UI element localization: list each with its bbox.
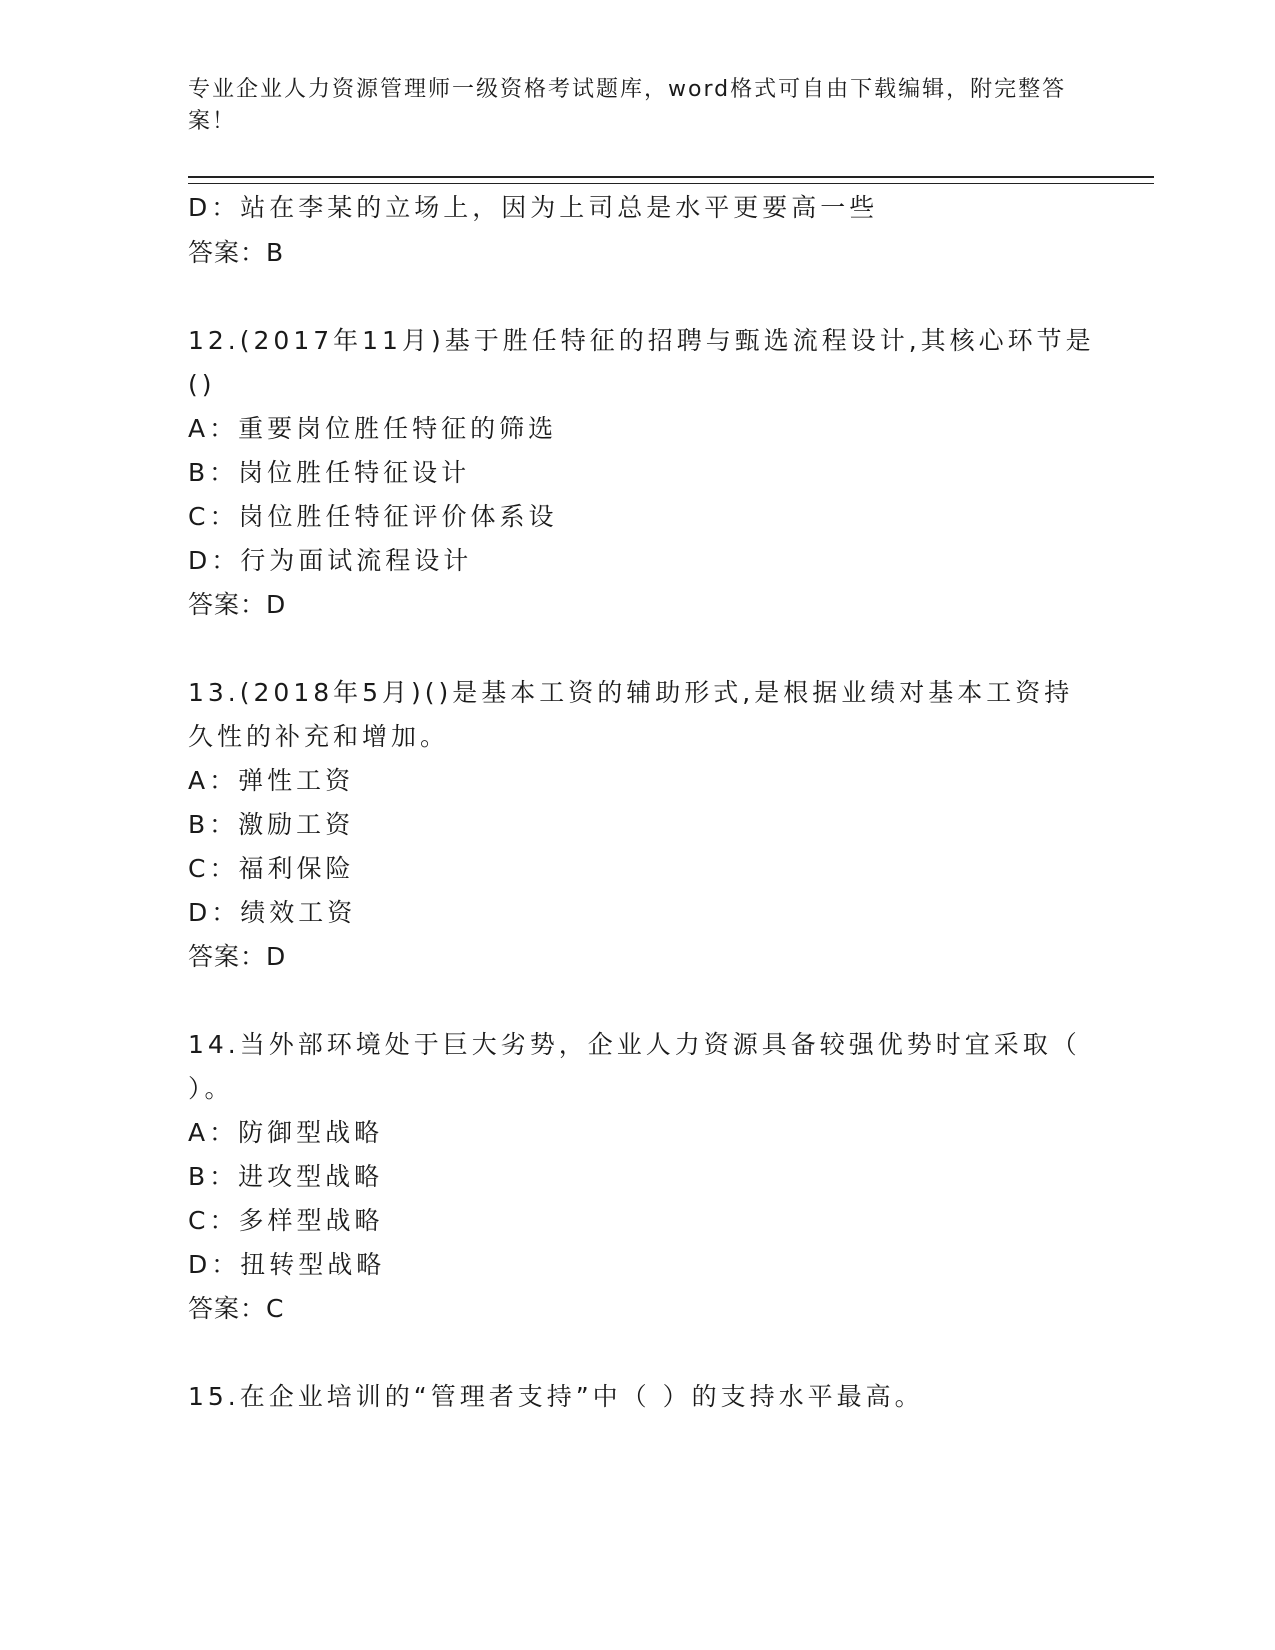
q14-option-a: A：防御型战略 <box>188 1118 384 1147</box>
document-header: 专业企业人力资源管理师一级资格考试题库，word格式可自由下载编辑，附完整答案！ <box>188 77 1067 134</box>
q13-option-d: D：绩效工资 <box>188 898 357 927</box>
q13-answer: 答案：D <box>188 942 287 971</box>
q12-answer: 答案：D <box>188 590 287 619</box>
header-rule-top <box>188 176 1154 178</box>
q15-stem-line-1: 15.在企业培训的“管理者支持”中（ ）的支持水平最高。 <box>188 1382 924 1411</box>
q13-stem-line-1: 13.(2018年5月)()是基本工资的辅助形式,是根据业绩对基本工资持 <box>188 678 1074 707</box>
header-rule-bottom <box>188 183 1154 184</box>
q14-answer: 答案：C <box>188 1294 285 1323</box>
q12-option-c: C：岗位胜任特征评价体系设 <box>188 502 558 531</box>
q12-stem-line-1: 12.(2017年11月)基于胜任特征的招聘与甄选流程设计,其核心环节是 <box>188 326 1095 355</box>
q12-option-b: B：岗位胜任特征设计 <box>188 458 471 487</box>
q12-option-d: D：行为面试流程设计 <box>188 546 473 575</box>
q14-option-d: D：扭转型战略 <box>188 1250 386 1279</box>
q14-stem-line-2: ）。 <box>188 1074 234 1103</box>
q13-option-b: B：激励工资 <box>188 810 355 839</box>
q11-option-d: D：站在李某的立场上，因为上司总是水平更要高一些 <box>188 193 879 222</box>
q14-stem-line-1: 14.当外部环境处于巨大劣势，企业人力资源具备较强优势时宜采取（ <box>188 1030 1081 1059</box>
q14-option-c: C：多样型战略 <box>188 1206 384 1235</box>
q12-option-a: A：重要岗位胜任特征的筛选 <box>188 414 558 443</box>
q13-stem-line-2: 久性的补充和增加。 <box>188 722 450 751</box>
q14-option-b: B：进攻型战略 <box>188 1162 384 1191</box>
q11-answer: 答案：B <box>188 238 285 267</box>
q12-stem-line-2: () <box>188 370 216 399</box>
q13-option-a: A：弹性工资 <box>188 766 355 795</box>
q13-option-c: C：福利保险 <box>188 854 355 883</box>
